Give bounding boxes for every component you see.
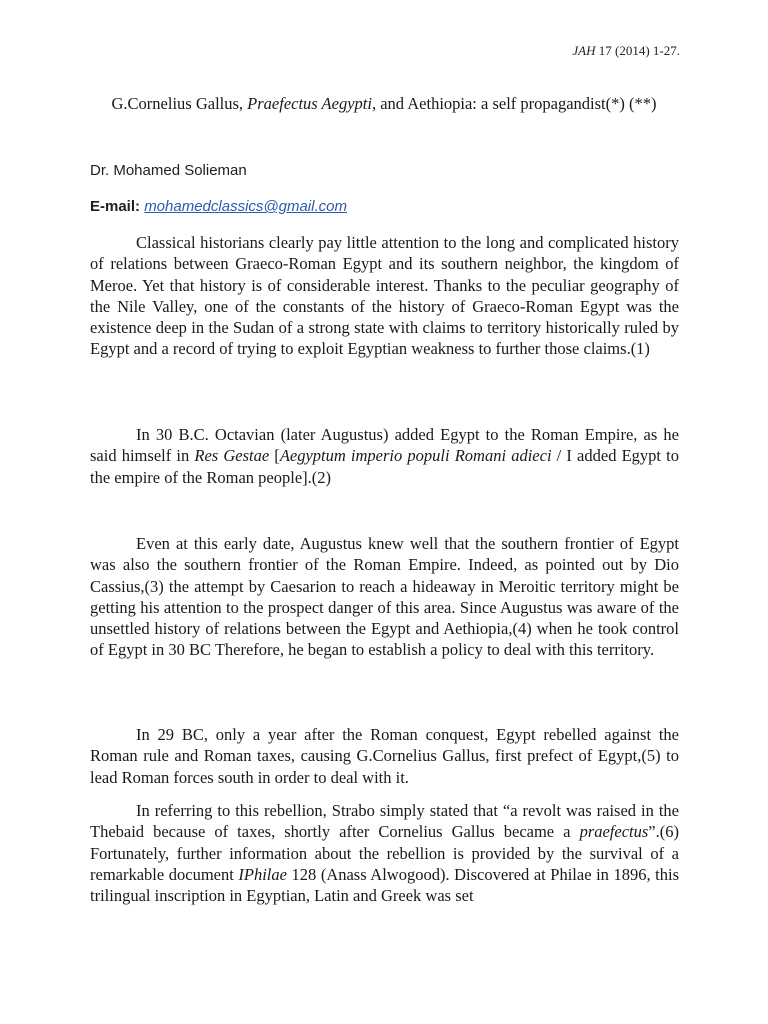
paper-title: G.Cornelius Gallus, Praefectus Aegypti, and Aethiopia: a self propagandist(*) (**) [111, 94, 657, 113]
paragraph-1: Classical historians clearly pay little attention to the long and complicated history of relations between Graeco-Roman Egypt and its southern neighbor, the kingdom of Meroe. Yet that history is of considerable interest. Thanks to the peculiar geography of the Nile Valley, one of the constants of the history of Graeco-Roman Egypt was the existence deep in the Sudan of a strong state with claims to territory historically ruled by Egypt and a record of trying to exploit Egyptian weakness to further those claims.(1) [90, 233, 679, 359]
email-label: E-mail: [90, 198, 141, 215]
paragraph-3: Even at this early date, Augustus knew well that the southern frontier of Egypt was also the southern frontier of the Roman Empire. Indeed, as pointed out by Dio Cassius,(3) the attempt by Caesarion to reach a hideaway in Meroitic territory might be getting his attention to the prospect danger of this area. Since Augustus was aware of the unsettled history of relations between the Egypt and Aethiopia,(4) when he took control of Egypt in 30 BC Therefore, he began to establish a policy to deal with this territory. [90, 534, 679, 660]
title-italic: Praefectus Aegypti [247, 94, 372, 113]
paragraph-4: In 29 BC, only a year after the Roman conquest, Egypt rebelled against the Roman rule and Roman taxes, causing G.Cornelius Gallus, first prefect of Egypt,(5) to lead Roman forces south in order to deal with it. [90, 725, 679, 787]
paragraph-2: In 30 B.C. Octavian (later Augustus) added Egypt to the Roman Empire, as he said himself in Res Gestae [Aegyptum imperio populi Romani adieci / I added Egypt to the empire of the Roman people].(2) [90, 425, 679, 487]
email-link[interactable]: mohamedclassics@gmail.com [144, 198, 347, 215]
citation-details: 17 (2014) 1-27. [595, 43, 680, 58]
journal-abbrev: JAH [572, 43, 596, 58]
author-email [90, 198, 347, 215]
author-name: Dr. Mohamed Solieman [90, 162, 247, 179]
journal-citation [572, 43, 680, 59]
paragraph-5: In referring to this rebellion, Strabo simply stated that “a revolt was raised in the Thebaid because of taxes, shortly after Cornelius Gallus became a praefectus”.(6) Fortunately, further information about the rebellion is provided by the survival of a remarkable document IPhilae 128 (Anass Alwogood). Discovered at Philae in 1896, this trilingual inscription in Egyptian, Latin and Greek was set [90, 801, 679, 906]
